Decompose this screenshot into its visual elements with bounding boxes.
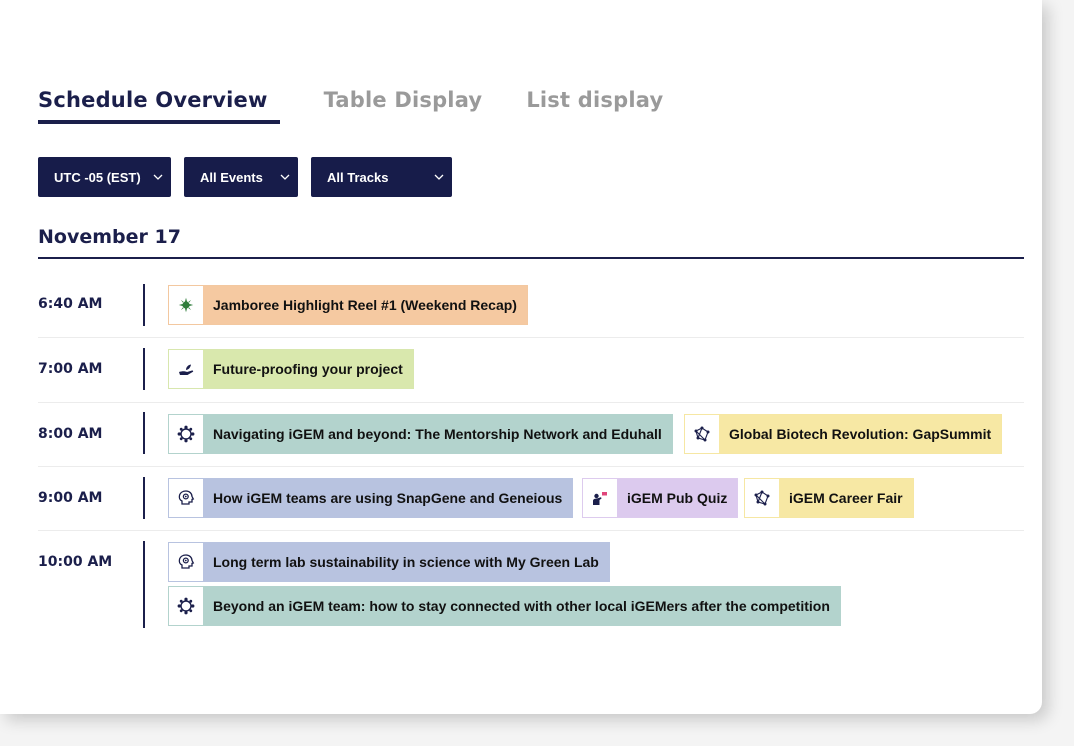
event-snapgene[interactable] <box>168 478 573 518</box>
event-beyond-team[interactable] <box>168 586 841 626</box>
event-title: Jamboree Highlight Reel #1 (Weekend Recap) <box>203 286 527 324</box>
event-title: Navigating iGEM and beyond: The Mentorship Network and Eduhall <box>203 415 672 453</box>
row-separator <box>38 337 1024 338</box>
events-select[interactable] <box>184 157 298 197</box>
event-title: Global Biotech Revolution: GapSummit <box>719 415 1001 453</box>
view-tabs <box>38 88 707 124</box>
event-lab-sustainability[interactable] <box>168 542 610 582</box>
row-separator <box>38 530 1024 531</box>
events-select-label: All Events <box>200 169 263 185</box>
time-divider <box>143 348 145 390</box>
brain-gear-icon <box>169 479 203 517</box>
tab-list-display[interactable]: List display <box>526 88 664 112</box>
event-navigating-igem[interactable] <box>168 414 673 454</box>
date-divider <box>38 257 1024 259</box>
row-separator <box>38 402 1024 403</box>
chevron-down-icon <box>434 174 444 180</box>
community-ring-icon <box>169 415 203 453</box>
time-label: 8:00 AM <box>38 426 103 442</box>
tab-schedule-overview[interactable]: Schedule Overview <box>38 88 280 124</box>
event-career-fair[interactable] <box>744 478 914 518</box>
timezone-select[interactable] <box>38 157 171 197</box>
time-label: 7:00 AM <box>38 361 103 377</box>
event-title: iGEM Pub Quiz <box>617 479 737 517</box>
community-ring-icon <box>169 587 203 625</box>
timezone-select-label: UTC -05 (EST) <box>54 169 141 185</box>
filter-bar <box>38 157 465 197</box>
chevron-down-icon <box>280 174 290 180</box>
tab-table-display[interactable]: Table Display <box>323 88 483 112</box>
tracks-select[interactable] <box>311 157 452 197</box>
event-jamboree-highlight[interactable] <box>168 285 528 325</box>
event-title: How iGEM teams are using SnapGene and Geneious <box>203 479 572 517</box>
brain-gear-icon <box>169 543 203 581</box>
time-label: 9:00 AM <box>38 490 103 506</box>
time-label: 10:00 AM <box>38 554 113 570</box>
event-global-biotech[interactable] <box>684 414 1002 454</box>
event-title: Long term lab sustainability in science with My Green Lab <box>203 543 609 581</box>
date-heading: November 17 <box>38 226 181 248</box>
network-icon <box>745 479 779 517</box>
time-divider <box>143 412 145 454</box>
time-divider <box>143 284 145 326</box>
event-title: Beyond an iGEM team: how to stay connected with other local iGEMers after the competition <box>203 587 840 625</box>
time-divider <box>143 477 145 519</box>
hand-plant-icon <box>169 350 203 388</box>
event-pub-quiz[interactable] <box>582 478 738 518</box>
event-title: iGEM Career Fair <box>779 479 913 517</box>
tracks-select-label: All Tracks <box>327 169 389 185</box>
network-icon <box>685 415 719 453</box>
burst-icon <box>169 286 203 324</box>
event-future-proofing[interactable] <box>168 349 414 389</box>
event-title: Future-proofing your project <box>203 350 413 388</box>
chevron-down-icon <box>153 174 163 180</box>
presenter-icon <box>583 479 617 517</box>
time-divider <box>143 541 145 628</box>
row-separator <box>38 466 1024 467</box>
time-label: 6:40 AM <box>38 296 103 312</box>
